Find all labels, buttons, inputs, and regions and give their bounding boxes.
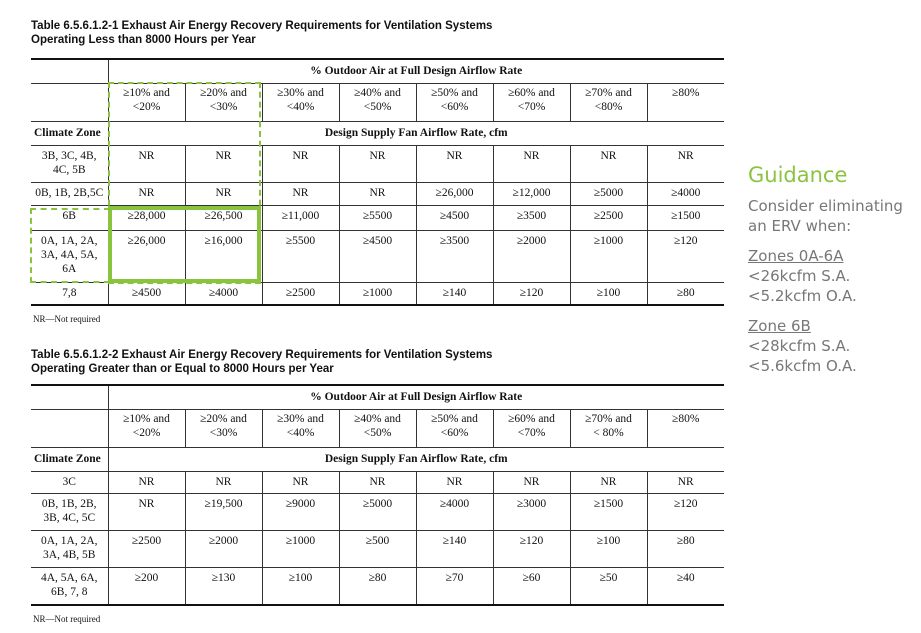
table1-zone-cell: 3B, 3C, 4B, 4C, 5B [31,145,108,182]
table1-value-cell: ≥1000 [339,282,416,305]
table1-value-cell: ≥11,000 [262,205,339,230]
table2-title: Table 6.5.6.1.2-2 Exhaust Air Energy Recovery Requirements for Ventilation Systems [31,349,493,361]
table2-pct-header: ≥50% and <60% [416,409,493,447]
table2-value-cell: ≥130 [185,567,262,605]
table2-value-cell: ≥80 [339,567,416,605]
table2-zone-cell: 0B, 1B, 2B, 3B, 4C, 5C [31,493,108,530]
table1-footnote: NR—Not required [33,314,101,324]
table1-pct-header: ≥20% and <30% [185,83,262,121]
table1-value-cell: ≥100 [570,282,647,305]
table2-value-cell: NR [108,493,185,530]
table2-pct-header: ≥20% and <30% [185,409,262,447]
table1-pct-header: ≥60% and <70% [493,83,570,121]
table1-value-cell: ≥3500 [416,230,493,282]
table2-pct-header: ≥80% [647,409,724,447]
table2-pct-header: ≥70% and < 80% [570,409,647,447]
table2-pct-header: ≥10% and <20% [108,409,185,447]
guidance-zone-b-oa: <5.6kcfm O.A. [748,357,857,375]
table2-zone-cell: 4A, 5A, 6A, 6B, 7, 8 [31,567,108,605]
table1-pct-header: ≥10% and <20% [108,83,185,121]
table1-zone-cell: 6B [31,205,108,230]
table1-value-cell: NR [262,182,339,205]
guidance-zones-a-heading: Zones 0A-6A [748,247,844,265]
table2-value-cell: NR [493,471,570,493]
table2-value-cell: ≥70 [416,567,493,605]
table1-value-cell: NR [339,182,416,205]
table1-value-cell: NR [493,145,570,182]
table2-climate-zone-header: Climate Zone [31,447,108,471]
table1-value-cell: ≥3500 [493,205,570,230]
table1-value-cell: ≥5500 [339,205,416,230]
table1-value-cell: ≥26,500 [185,205,262,230]
table2-value-cell: ≥3000 [493,493,570,530]
table2-footnote: NR—Not required [33,614,101,624]
table2-value-cell: ≥19,500 [185,493,262,530]
table1-zone-cell: 7,8 [31,282,108,305]
table1-climate-zone-header: Climate Zone [31,121,108,145]
table1-value-cell: ≥5500 [262,230,339,282]
table2-value-cell: NR [570,471,647,493]
table1-header-span: % Outdoor Air at Full Design Airflow Rate [108,59,724,83]
guidance-zone-b [748,316,857,376]
table2-value-cell: ≥140 [416,530,493,567]
table2-value-cell: ≥4000 [416,493,493,530]
table1-value-cell: ≥2500 [570,205,647,230]
table2-value-cell: ≥120 [493,530,570,567]
table1-value-cell: NR [570,145,647,182]
guidance-zones-a [748,246,857,306]
table1-value-cell: ≥2000 [493,230,570,282]
table2-value-cell: ≥120 [647,493,724,530]
table1-pct-header: ≥40% and <50% [339,83,416,121]
table2 [31,384,724,606]
table1-value-cell: ≥4500 [108,282,185,305]
table1-value-cell: ≥4500 [339,230,416,282]
table1-corner-2 [31,83,108,121]
table2-value-cell: ≥80 [647,530,724,567]
table1-fan-header: Design Supply Fan Airflow Rate, cfm [108,121,724,145]
table1-value-cell: ≥1000 [570,230,647,282]
table2-value-cell: ≥40 [647,567,724,605]
table1-value-cell: NR [185,145,262,182]
table1-value-cell: ≥140 [416,282,493,305]
guidance-zones-a-sa: <26kcfm S.A. [748,267,851,285]
table2-corner-2 [31,409,108,447]
table2-value-cell: ≥50 [570,567,647,605]
table2-value-cell: ≥1500 [570,493,647,530]
table2-fan-header: Design Supply Fan Airflow Rate, cfm [108,447,724,471]
table2-value-cell: NR [416,471,493,493]
table2-subtitle: Operating Greater than or Equal to 8000 Hours per Year [31,363,334,375]
table1-pct-header: ≥30% and <40% [262,83,339,121]
table1-value-cell: ≥16,000 [185,230,262,282]
table2-zone-cell: 3C [31,471,108,493]
table1-value-cell: NR [339,145,416,182]
table1-value-cell: ≥1500 [647,205,724,230]
table2-value-cell: ≥2000 [185,530,262,567]
table2-value-cell: ≥5000 [339,493,416,530]
table2-value-cell: NR [262,471,339,493]
table1-zone-cell: 0B, 1B, 2B,5C [31,182,108,205]
table2-value-cell: NR [339,471,416,493]
guidance-title: Guidance [748,163,848,187]
table1-value-cell: ≥4000 [185,282,262,305]
table1-corner [31,59,108,83]
table2-corner [31,385,108,409]
table1-value-cell: ≥80 [647,282,724,305]
table1-value-cell: NR [185,182,262,205]
guidance-zone-b-heading: Zone 6B [748,317,811,335]
table1-value-cell: ≥2500 [262,282,339,305]
table2-zone-cell: 0A, 1A, 2A, 3A, 4B, 5B [31,530,108,567]
table2-value-cell: NR [185,471,262,493]
table1-value-cell: ≥120 [493,282,570,305]
table1-value-cell: ≥4500 [416,205,493,230]
table1-value-cell: NR [262,145,339,182]
table2-pct-header: ≥40% and <50% [339,409,416,447]
table2-caption [31,348,492,376]
table1-value-cell: NR [108,182,185,205]
table2-value-cell: ≥100 [570,530,647,567]
table1-zone-cell: 0A, 1A, 2A, 3A, 4A, 5A, 6A [31,230,108,282]
table2-pct-header: ≥60% and <70% [493,409,570,447]
table2-pct-header: ≥30% and <40% [262,409,339,447]
table1 [31,58,724,306]
table2-value-cell: ≥60 [493,567,570,605]
table2-value-cell: ≥100 [262,567,339,605]
table2-value-cell: NR [108,471,185,493]
guidance-zones-a-oa: <5.2kcfm O.A. [748,287,857,305]
table2-value-cell: ≥9000 [262,493,339,530]
table2-value-cell: ≥1000 [262,530,339,567]
table1-value-cell: NR [416,145,493,182]
table1-value-cell: NR [647,145,724,182]
table2-value-cell: NR [647,471,724,493]
table1-value-cell: ≥28,000 [108,205,185,230]
table1-title: Table 6.5.6.1.2-1 Exhaust Air Energy Recovery Requirements for Ventilation Systems [31,20,493,32]
table2-value-cell: ≥500 [339,530,416,567]
table2-header-span: % Outdoor Air at Full Design Airflow Rate [108,385,724,409]
table2-value-cell: ≥2500 [108,530,185,567]
table1-pct-header: ≥50% and <60% [416,83,493,121]
table1-value-cell: ≥4000 [647,182,724,205]
table1-caption [31,19,492,47]
table1-value-cell: NR [108,145,185,182]
table1-value-cell: ≥26,000 [108,230,185,282]
table1-value-cell: ≥12,000 [493,182,570,205]
table1-value-cell: ≥5000 [570,182,647,205]
guidance-intro: Consider eliminating an ERV when: [748,197,903,235]
table1-value-cell: ≥26,000 [416,182,493,205]
table1-value-cell: ≥120 [647,230,724,282]
guidance-zone-b-sa: <28kcfm S.A. [748,337,851,355]
table1-subtitle: Operating Less than 8000 Hours per Year [31,34,256,46]
table1-pct-header: ≥70% and <80% [570,83,647,121]
table1-pct-header: ≥80% [647,83,724,121]
table2-value-cell: ≥200 [108,567,185,605]
